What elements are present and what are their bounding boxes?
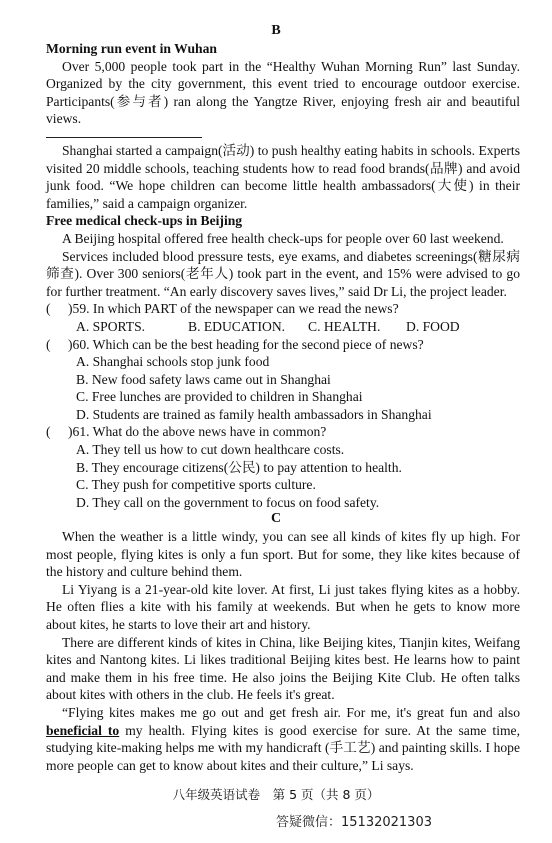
article3-paragraph1: A Beijing hospital offered free health check-ups for people over 60 last weekend. <box>62 230 504 246</box>
answer-paren[interactable]: ( <box>46 424 51 440</box>
option-b: B. New food safety laws came out in Shanghai <box>76 371 331 387</box>
option-b: B. They encourage citizens(公民) to pay attention to health. <box>76 459 402 475</box>
option-d: D. FOOD <box>406 318 460 334</box>
paragraph4-text-before: “Flying kites makes me go out and get fresh air. For me, it's great fun and also <box>62 704 520 720</box>
section-b-reading <box>46 40 520 511</box>
page-footer: 八年级英语试卷 第 5 页（共 8 页） <box>172 787 380 802</box>
question-59-options <box>76 318 520 336</box>
option-d: D. They call on the government to focus on food safety. <box>76 494 380 510</box>
article1-text: Over 5,000 people took part in the “Healthy Wuhan Morning Run” last Sunday. Organized by the city government, this event tried to encourage outdoor exercise. Participants(参与者) ran along the Yangtze River, enjoying fresh air and beautiful views. <box>46 58 520 127</box>
section-c-paragraph1: When the weather is a little windy, you can see all kinds of kites fly up high. For most people, flying kites is only a fun sport. But for some, they like kites because of the history and culture behind them. <box>46 529 520 580</box>
article2-text: Shanghai started a campaign(活动) to push healthy eating habits in schools. Experts visited 20 middle schools, teaching students how to read food brands(品牌) and avoid junk food. “We hope children can become little health ambassadors(大使) in their families,” said a campaign organizer. <box>46 142 520 211</box>
question-stem: )60. Which can be the best heading for the second piece of news? <box>68 336 424 352</box>
option-d: D. Students are trained as family health ambassadors in Shanghai <box>76 406 432 422</box>
question-61 <box>46 423 520 441</box>
article3-paragraph2: Services included blood pressure tests, eye exams, and diabetes screenings(糖尿病筛查). Over 300 seniors(老年人) took part in the event, and 15% were advised to go for further treatment. “An early discovery saves lives,” said Dr Li, the project leader. <box>46 248 520 299</box>
option-a: A. They tell us how to cut down healthcare costs. <box>76 442 345 458</box>
answer-paren[interactable]: ( <box>46 301 51 317</box>
section-c-letter: C <box>270 511 282 526</box>
question-60 <box>46 336 520 354</box>
heading-blank-line <box>46 136 202 138</box>
contact-watermark: 答疑微信：15132021303 <box>276 815 432 830</box>
option-a: A. SPORTS. <box>76 318 146 334</box>
section-c-paragraph3: There are different kinds of kites in China, like Beijing kites, Tianjin kites, Weifang kites and Nantong kites. Li likes traditional Beijing kites best. He learns how to paint and make them in his free time. He also joins the Beijing Kite Club. He often talks about kites with others in the club. He feels it's great. <box>46 634 520 703</box>
section-c-paragraph4 <box>46 704 520 774</box>
article1-heading: Morning run event in Wuhan <box>46 41 217 56</box>
option-b: B. EDUCATION. <box>188 318 286 334</box>
article3-heading: Free medical check-ups in Beijing <box>46 213 243 229</box>
option-c: C. They push for competitive sports culture. <box>76 477 316 493</box>
paragraph4-text-after: my health. Flying kites is good exercise for sure. At the same time, studying kite-making helps me with my handicraft (手工艺) and painting skills. I hope more people can get to know about kites and their culture,” Li says. <box>46 722 520 773</box>
answer-paren[interactable]: ( <box>46 336 51 352</box>
section-c-paragraph2: Li Yiyang is a 21-year-old kite lover. At first, Li just takes flying kites as a hobby. He often flies a kite with his family at weekends. But when he gets to know more about kites, he starts to love their art and history. <box>46 581 520 632</box>
option-c: C. HEALTH. <box>308 318 381 334</box>
section-b-letter: B <box>271 23 281 38</box>
question-stem: )61. What do the above news have in common? <box>68 424 327 440</box>
option-c: C. Free lunches are provided to children in Shanghai <box>76 389 363 405</box>
question-stem: )59. In which PART of the newspaper can we read the news? <box>68 301 399 317</box>
underlined-phrase: beneficial to <box>46 722 120 738</box>
option-a: A. Shanghai schools stop junk food <box>76 354 270 370</box>
section-c-reading <box>46 528 520 774</box>
question-59 <box>46 300 520 318</box>
